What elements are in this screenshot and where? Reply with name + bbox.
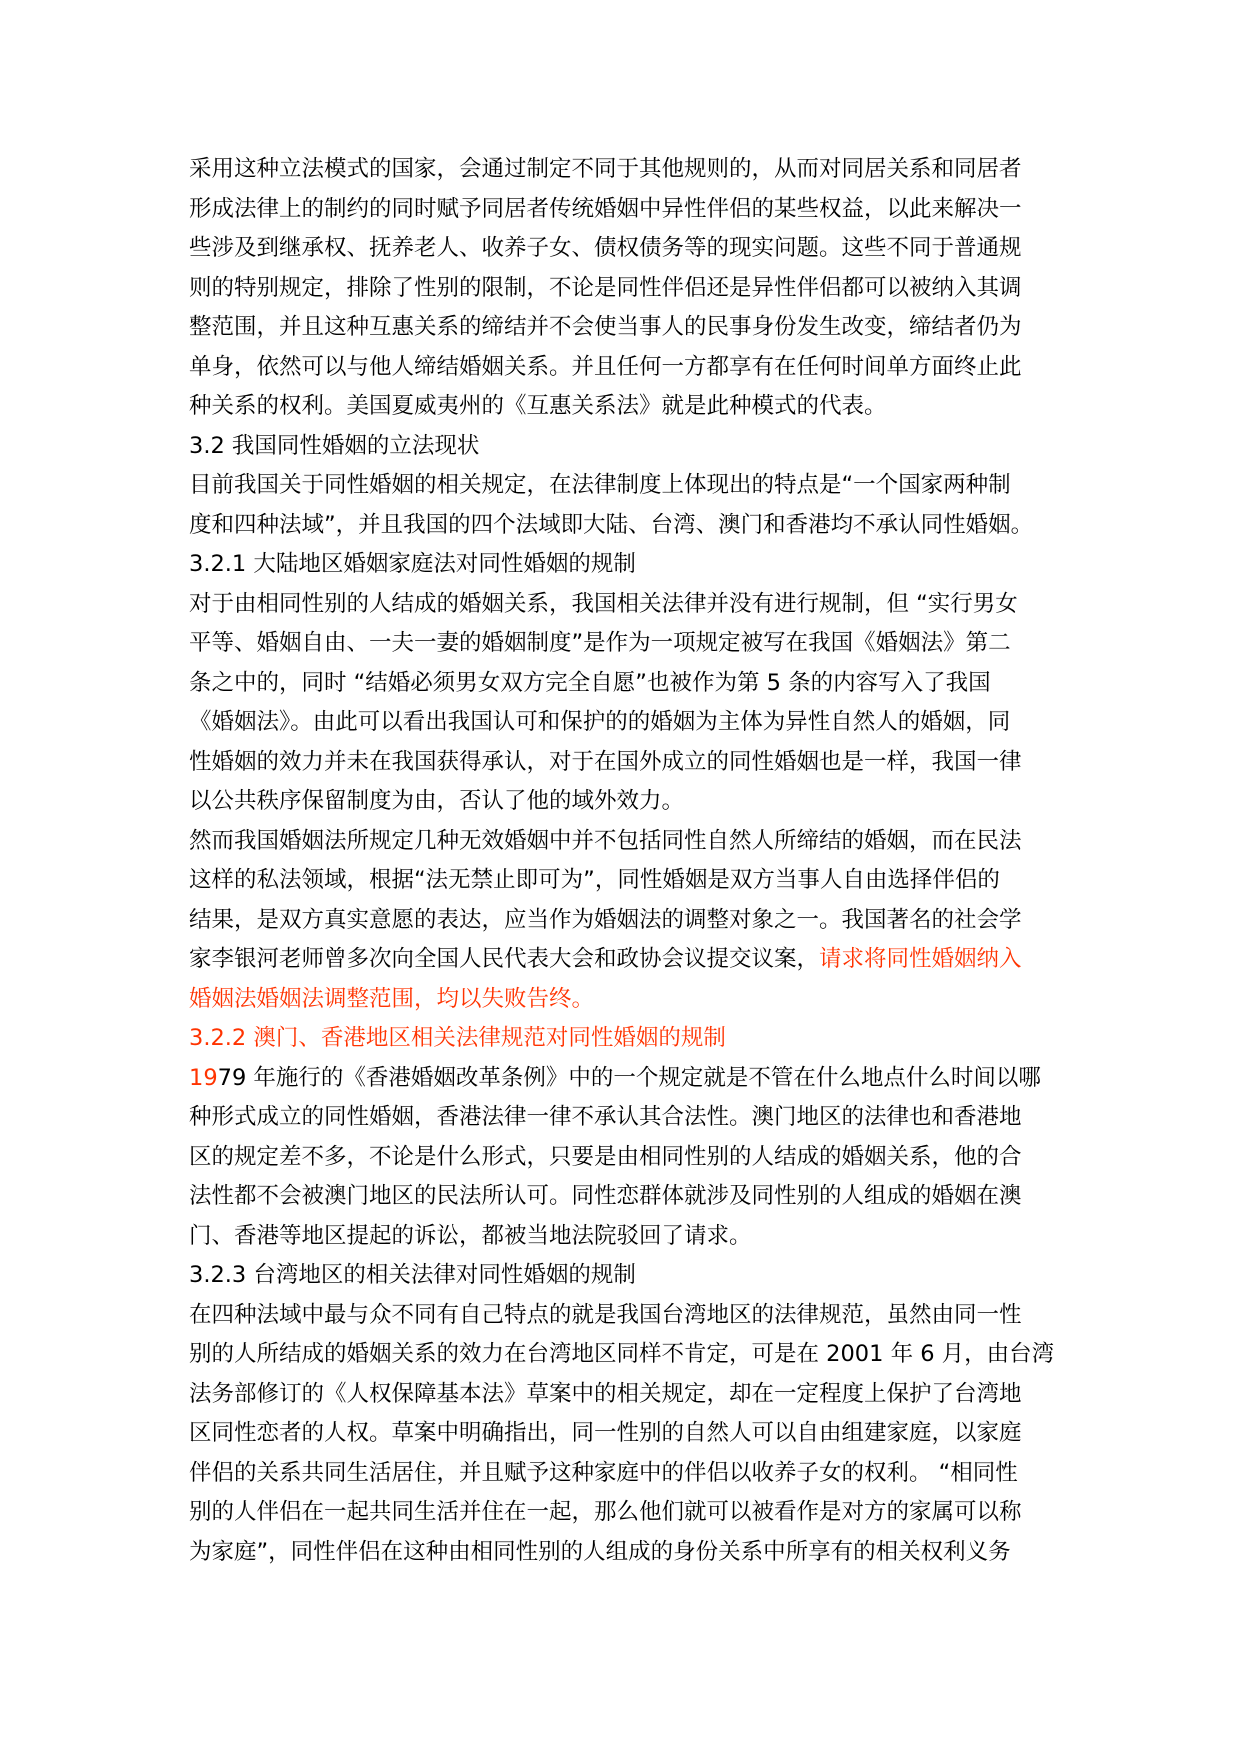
text-line: 然而我国婚姻法所规定几种无效婚姻中并不包括同性自然人所缔结的婚姻，而在民法 — [189, 827, 1022, 854]
text-line-mixed — [189, 1059, 1089, 1099]
text-line: 《婚姻法》。由此可以看出我国认可和保护的的婚姻为主体为异性自然人的婚姻，同 — [189, 709, 1011, 735]
text-line: 对于由相同性别的人结成的婚姻关系，我国相关法律并没有进行规制，但 “实行男女 — [189, 590, 1018, 617]
text-line: 单身，依然可以与他人缔结婚姻关系。并且任何一方都享有在任何时间单方面终止此 — [189, 353, 1022, 380]
highlighted-text: 19 — [189, 1064, 218, 1091]
text-line: 结果，是双方真实意愿的表达，应当作为婚姻法的调整对象之一。我国著名的社会学 — [189, 906, 1022, 933]
text-line: 度和四种法域”，并且我国的四个法域即大陆、台湾、澳门和香港均不承认同性婚姻。 — [189, 511, 1034, 538]
section-heading-3-2-3: 3.2.3 台湾地区的相关法律对同性婚姻的规制 — [189, 1262, 636, 1288]
text-line: 整范围，并且这种互惠关系的缔结并不会使当事人的民事身份发生改变，缔结者仍为 — [189, 314, 1022, 340]
paragraph-legislation-status — [189, 466, 1089, 545]
text-line: 别的人伴侣在一起共同生活并住在一起，那么他们就可以被看作是对方的家属可以称 — [189, 1499, 1022, 1525]
paragraph-taiwan — [189, 1296, 1089, 1573]
paragraph-invalid-marriage — [189, 822, 1089, 1020]
text-line: 形成法律上的制约的同时赋予同居者传统婚姻中异性伴侣的某些权益，以此来解决一 — [189, 195, 1022, 222]
text-line: 性婚姻的效力并未在我国获得承认，对于在国外成立的同性婚姻也是一样，我国一律 — [189, 748, 1022, 775]
text-line: 条之中的，同时 “结婚必须男女双方完全自愿”也被作为第 5 条的内容写入了我国 — [189, 669, 991, 696]
text-line: 以公共秩序保留制度为由，否认了他的域外效力。 — [189, 788, 685, 814]
highlighted-text: 请求将同性婚姻纳入 — [819, 946, 1022, 972]
paragraph-macau-hongkong — [189, 1059, 1089, 1257]
text-line: 些涉及到继承权、抚养老人、收养子女、债权债务等的现实问题。这些不同于普通规 — [189, 235, 1022, 261]
text-line-mixed — [189, 940, 1089, 980]
text-line: 为家庭”，同性伴侣在这种由相同性别的人组成的身份关系中所享有的相关权利义务 — [189, 1538, 1011, 1565]
text-line: 区的规定差不多，不论是什么形式，只要是由相同性别的人结成的婚姻关系，他的合 — [189, 1143, 1022, 1170]
text-line: 门、香港等地区提起的诉讼，都被当地法院驳回了请求。 — [189, 1222, 752, 1249]
text-line: 平等、婚姻自由、一夫一妻的婚姻制度”是作为一项规定被写在我国《婚姻法》第二 — [189, 630, 1011, 656]
section-heading-3-2-2: 3.2.2 澳门、香港地区相关法律规范对同性婚姻的规制 — [189, 1025, 726, 1051]
text-line: 区同性恋者的人权。草案中明确指出，同一性别的自然人可以自由组建家庭，以家庭 — [189, 1420, 1022, 1446]
document-page — [189, 150, 1089, 1572]
highlighted-text-line: 婚姻法婚姻法调整范围，均以失败告终。 — [189, 985, 595, 1012]
text-line: 在四种法域中最与众不同有自己特点的就是我国台湾地区的法律规范，虽然由同一性 — [189, 1301, 1022, 1328]
section-heading-3-2: 3.2 我国同性婚姻的立法现状 — [189, 432, 480, 459]
text-line: 种关系的权利。美国夏威夷州的《互惠关系法》就是此种模式的代表。 — [189, 393, 887, 419]
text-line: 法务部修订的《人权保障基本法》草案中的相关规定，却在一定程度上保护了台湾地 — [189, 1380, 1022, 1407]
text-line: 采用这种立法模式的国家，会通过制定不同于其他规则的，从而对同居关系和同居者 — [189, 156, 1022, 182]
text-line: 伴侣的关系共同生活居住，并且赋予这种家庭中的伴侣以收养子女的权利。 “相同性 — [189, 1459, 1018, 1486]
section-heading-3-2-1: 3.2.1 大陆地区婚姻家庭法对同性婚姻的规制 — [189, 551, 636, 577]
paragraph-mutual-relations — [189, 150, 1089, 427]
text-line: 则的特别规定，排除了性别的限制，不论是同性伴侣还是异性伴侣都可以被纳入其调 — [189, 274, 1022, 301]
paragraph-mainland-law — [189, 585, 1089, 822]
text-line: 这样的私法领域，根据“法无禁止即可为”，同性婚姻是双方当事人自由选择伴侣的 — [189, 867, 1000, 893]
text-segment: 79 年施行的《香港婚姻改革条例》中的一个规定就是不管在什么地点什么时间以哪 — [217, 1064, 1041, 1091]
text-line: 目前我国关于同性婚姻的相关规定，在法律制度上体现出的特点是“一个国家两种制 — [189, 472, 1011, 498]
text-line: 种形式成立的同性婚姻，香港法律一律不承认其合法性。澳门地区的法律也和香港地 — [189, 1104, 1022, 1130]
text-line: 法性都不会被澳门地区的民法所认可。同性恋群体就涉及同性别的人组成的婚姻在澳 — [189, 1183, 1022, 1209]
text-segment: 家李银河老师曾多次向全国人民代表大会和政协会议提交议案， — [189, 946, 820, 972]
text-line: 别的人所结成的婚姻关系的效力在台湾地区同样不肯定，可是在 2001 年 6 月，由台湾 — [189, 1341, 1055, 1367]
